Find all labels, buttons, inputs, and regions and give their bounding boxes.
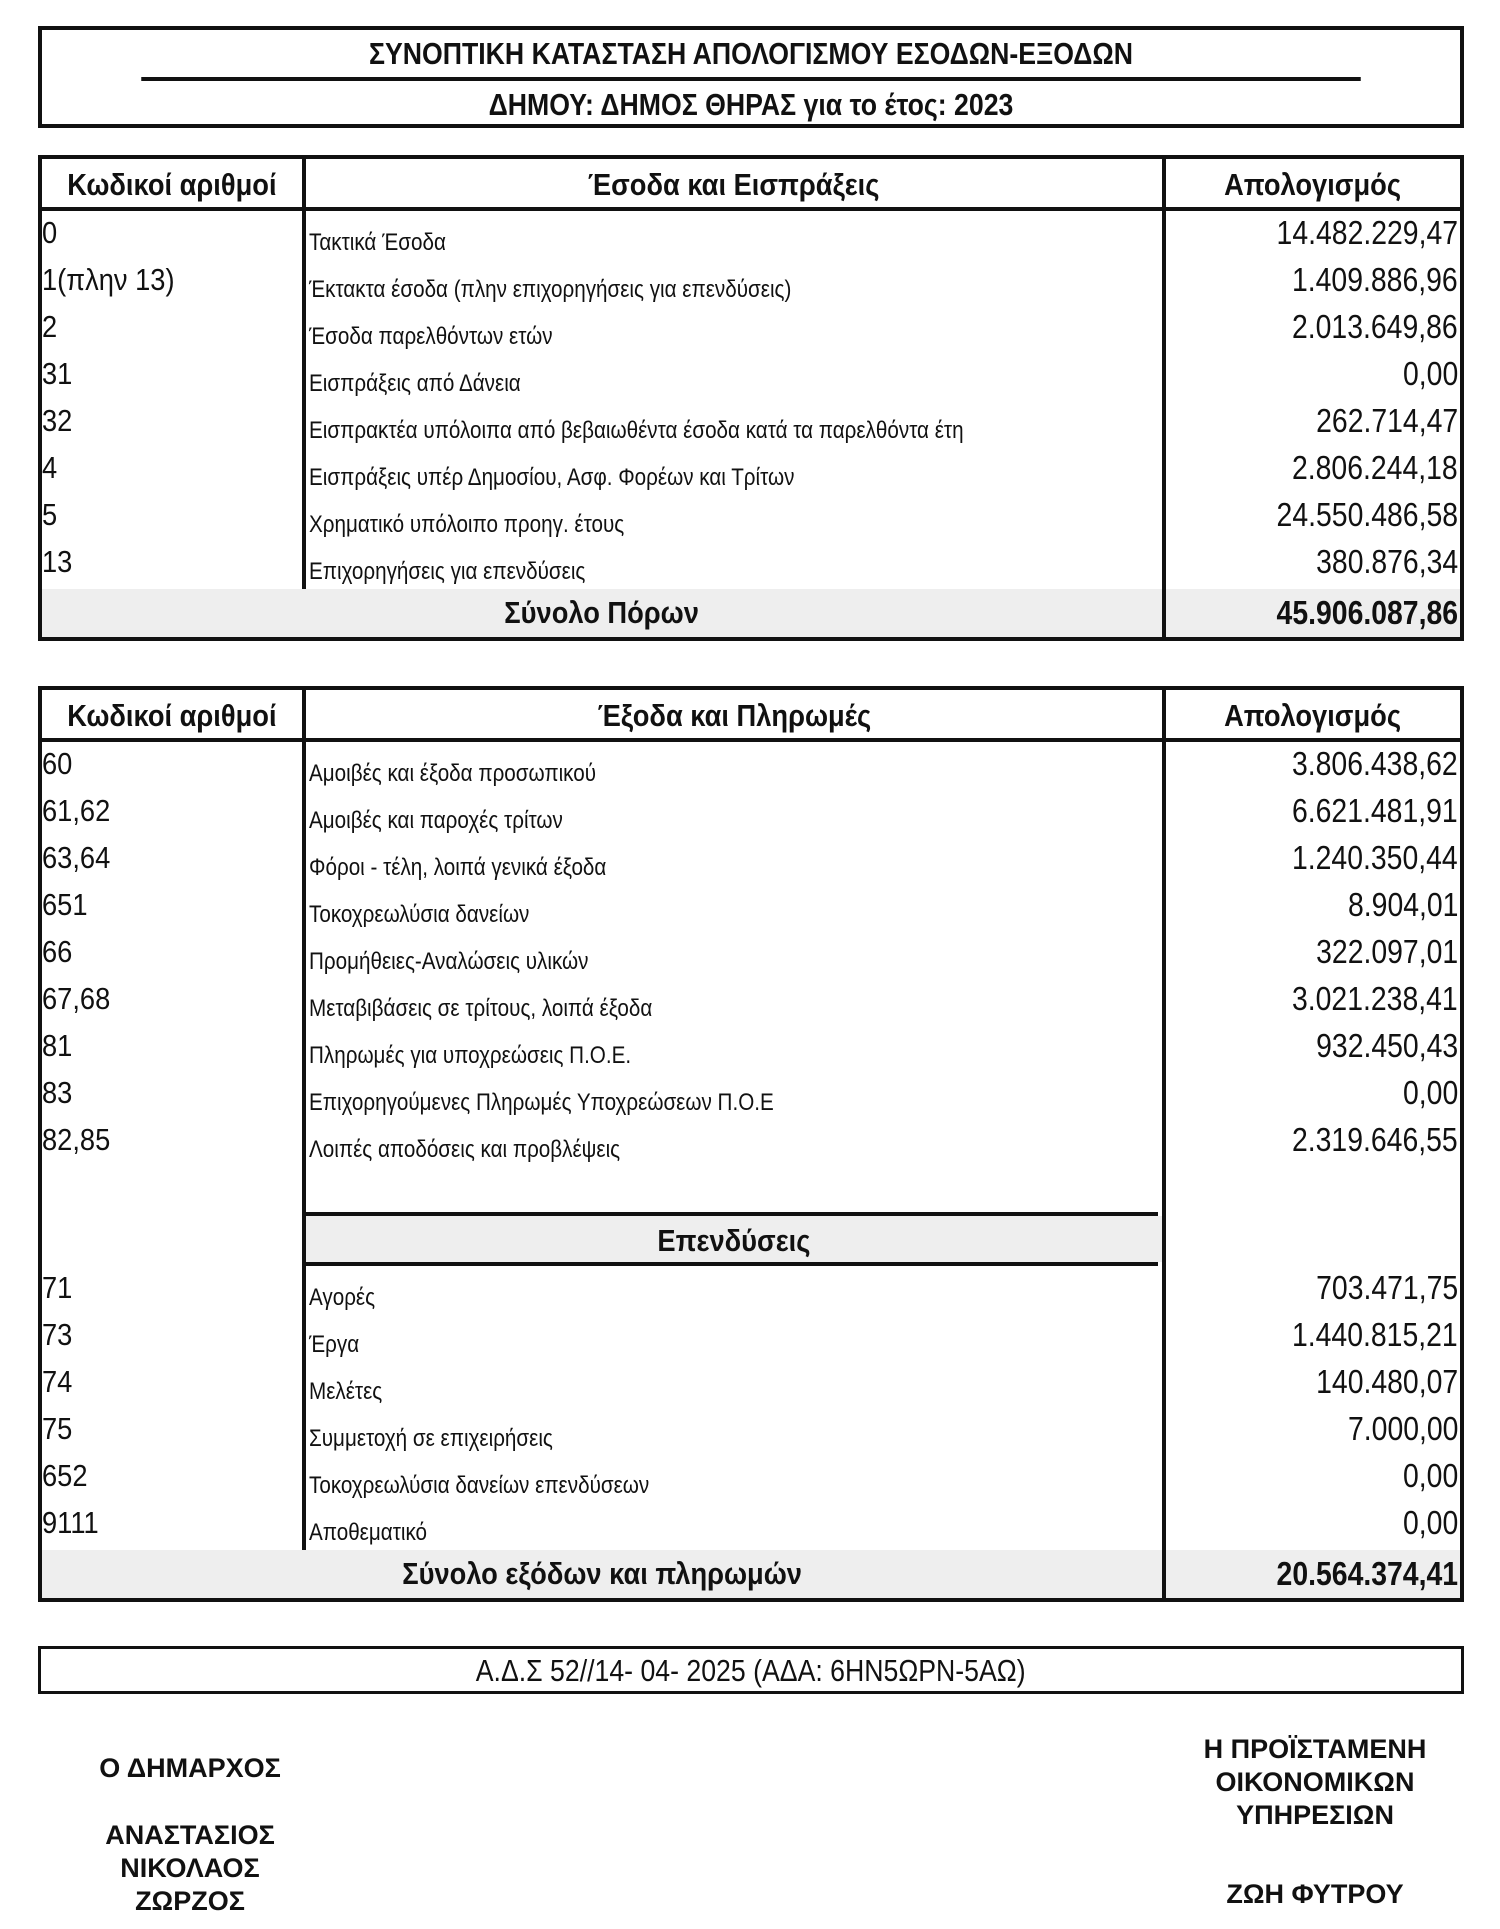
row-description: Μελέτες bbox=[309, 1378, 383, 1405]
table-row bbox=[42, 540, 1460, 587]
document-subtitle: ΔΗΜΟΥ: ΔΗΜΟΣ ΘΗΡΑΣ για το έτος: 2023 bbox=[488, 87, 1014, 122]
row-code: 82,85 bbox=[42, 1122, 111, 1157]
table-row bbox=[42, 305, 1460, 352]
table-row bbox=[42, 211, 1460, 258]
table-row bbox=[42, 836, 1460, 883]
row-amount: 0,00 bbox=[1402, 1074, 1458, 1111]
table-row bbox=[42, 1118, 1460, 1165]
row-code: 9111 bbox=[42, 1505, 99, 1540]
total-row bbox=[42, 589, 1460, 637]
finance-head-title-line: Η ΠΡΟΪΣΤΑΜΕΝΗ bbox=[1203, 1734, 1427, 1764]
row-amount: 7.000,00 bbox=[1347, 1410, 1458, 1447]
row-code: 66 bbox=[42, 934, 73, 969]
table-row bbox=[42, 930, 1460, 977]
row-amount: 1.409.886,96 bbox=[1292, 261, 1458, 298]
column-divider bbox=[1162, 1550, 1166, 1598]
row-description: Αμοιβές και παροχές τρίτων bbox=[309, 807, 563, 834]
finance-head-title-line: ΟΙΚΟΝΟΜΙΚΩΝ bbox=[1215, 1767, 1415, 1797]
row-code: 1(πλην 13) bbox=[42, 262, 175, 297]
mayor-signature-block bbox=[60, 1752, 320, 1918]
row-code: 31 bbox=[42, 356, 73, 391]
row-amount: 0,00 bbox=[1402, 355, 1458, 392]
row-description: Επιχορηγούμενες Πληρωμές Υποχρεώσεων Π.Ο.Ε bbox=[309, 1089, 774, 1116]
header-amount: Απολογισμός bbox=[1224, 167, 1402, 202]
table-row bbox=[42, 1024, 1460, 1071]
row-description: Τοκοχρεωλύσια δανείων bbox=[309, 901, 530, 928]
row-description: Εισπράξεις υπέρ Δημοσίου, Ασφ. Φορέων και Τρίτων bbox=[309, 464, 795, 491]
table-row bbox=[42, 1454, 1460, 1501]
row-code: 0 bbox=[42, 215, 58, 250]
row-description: Εισπρακτέα υπόλοιπα από βεβαιωθέντα έσοδα κατά τα παρελθόντα έτη bbox=[309, 417, 964, 444]
row-description: Τακτικά Έσοδα bbox=[309, 229, 446, 256]
table-row bbox=[42, 977, 1460, 1024]
total-row bbox=[42, 1550, 1460, 1598]
total-label: Σύνολο Πόρων bbox=[504, 595, 700, 630]
table-row bbox=[42, 883, 1460, 930]
header-codes: Κωδικοί αριθμοί bbox=[67, 167, 277, 202]
table-row bbox=[42, 1360, 1460, 1407]
header-codes: Κωδικοί αριθμοί bbox=[67, 698, 277, 733]
row-code: 71 bbox=[42, 1270, 73, 1305]
row-code: 67,68 bbox=[42, 981, 111, 1016]
table-row bbox=[42, 1501, 1460, 1548]
table-row bbox=[42, 399, 1460, 446]
table-row bbox=[42, 1313, 1460, 1360]
finance-head-signature-block bbox=[1155, 1733, 1475, 1911]
row-code: 32 bbox=[42, 403, 73, 438]
table-row bbox=[42, 789, 1460, 836]
mayor-name-line: ΑΝΑΣΤΑΣΙΟΣ bbox=[105, 1820, 275, 1850]
row-description: Συμμετοχή σε επιχειρήσεις bbox=[309, 1425, 553, 1452]
expenses-table bbox=[38, 686, 1464, 1602]
mayor-name-line: ΖΩΡΖΟΣ bbox=[135, 1886, 245, 1916]
row-amount: 1.240.350,44 bbox=[1292, 839, 1458, 876]
investments-header: Επενδύσεις bbox=[306, 1216, 1162, 1262]
row-amount: 8.904,01 bbox=[1347, 886, 1458, 923]
header-description: Έσοδα και Εισπράξεις bbox=[588, 167, 880, 202]
row-code: 73 bbox=[42, 1317, 73, 1352]
table-row bbox=[42, 493, 1460, 540]
total-amount: 45.906.087,86 bbox=[1276, 594, 1458, 631]
row-amount: 1.440.815,21 bbox=[1292, 1316, 1458, 1353]
row-code: 651 bbox=[42, 887, 88, 922]
row-description: Αποθεματικό bbox=[309, 1519, 427, 1546]
row-description: Επιχορηγήσεις για επενδύσεις bbox=[309, 558, 586, 585]
row-description: Αμοιβές και έξοδα προσωπικού bbox=[309, 760, 597, 787]
row-amount: 380.876,34 bbox=[1315, 543, 1458, 580]
total-label: Σύνολο εξόδων και πληρωμών bbox=[402, 1556, 802, 1591]
row-description: Αγορές bbox=[309, 1284, 376, 1311]
row-amount: 2.319.646,55 bbox=[1292, 1121, 1458, 1158]
row-code: 652 bbox=[42, 1458, 88, 1493]
header-amount: Απολογισμός bbox=[1224, 698, 1402, 733]
row-description: Χρηματικό υπόλοιπο προηγ. έτους bbox=[309, 511, 625, 538]
table-row bbox=[42, 1407, 1460, 1454]
row-amount: 24.550.486,58 bbox=[1276, 496, 1458, 533]
row-description: Προμήθειες-Αναλώσεις υλικών bbox=[309, 948, 589, 975]
row-amount: 6.621.481,91 bbox=[1292, 792, 1458, 829]
row-description: Εισπράξεις από Δάνεια bbox=[309, 370, 521, 397]
mayor-name-line: ΝΙΚΟΛΑΟΣ bbox=[120, 1853, 260, 1883]
row-code: 13 bbox=[42, 544, 73, 579]
row-amount: 2.013.649,86 bbox=[1292, 308, 1458, 345]
header-description: Έξοδα και Πληρωμές bbox=[597, 698, 871, 733]
row-description: Φόροι - τέλη, λοιπά γενικά έξοδα bbox=[309, 854, 607, 881]
income-table bbox=[38, 155, 1464, 641]
row-amount: 14.482.229,47 bbox=[1276, 214, 1458, 251]
row-description: Λοιπές αποδόσεις και προβλέψεις bbox=[309, 1136, 621, 1163]
row-amount: 262.714,47 bbox=[1315, 402, 1458, 439]
column-divider bbox=[1162, 589, 1166, 637]
table-row bbox=[42, 258, 1460, 305]
row-description: Μεταβιβάσεις σε τρίτους, λοιπά έξοδα bbox=[309, 995, 653, 1022]
row-code: 81 bbox=[42, 1028, 73, 1063]
row-description: Πληρωμές για υποχρεώσεις Π.Ο.Ε. bbox=[309, 1042, 632, 1069]
row-code: 4 bbox=[42, 450, 58, 485]
finance-head-title-line: ΥΠΗΡΕΣΙΩΝ bbox=[1236, 1800, 1394, 1830]
document-title: ΣΥΝΟΠΤΙΚΗ ΚΑΤΑΣΤΑΣΗ ΑΠΟΛΟΓΙΣΜΟΥ ΕΣΟΔΩΝ-ΕΞΟΔΩΝ bbox=[141, 30, 1360, 81]
title-box bbox=[38, 26, 1464, 128]
row-code: 2 bbox=[42, 309, 58, 344]
row-amount: 932.450,43 bbox=[1315, 1027, 1458, 1064]
row-amount: 322.097,01 bbox=[1315, 933, 1458, 970]
row-amount: 2.806.244,18 bbox=[1292, 449, 1458, 486]
table-row bbox=[42, 446, 1460, 493]
row-description: Έκτακτα έσοδα (πλην επιχορηγήσεις για επενδύσεις) bbox=[309, 276, 792, 303]
row-amount: 0,00 bbox=[1402, 1457, 1458, 1494]
row-code: 60 bbox=[42, 746, 73, 781]
row-amount: 3.806.438,62 bbox=[1292, 745, 1458, 782]
row-code: 75 bbox=[42, 1411, 73, 1446]
row-amount: 140.480,07 bbox=[1315, 1363, 1458, 1400]
row-code: 83 bbox=[42, 1075, 73, 1110]
row-code: 5 bbox=[42, 497, 58, 532]
row-amount: 703.471,75 bbox=[1315, 1269, 1458, 1306]
finance-head-name: ΖΩΗ ΦΥΤΡΟΥ bbox=[1226, 1879, 1404, 1909]
table-row bbox=[42, 742, 1460, 789]
mayor-title: Ο ΔΗΜΑΡΧΟΣ bbox=[99, 1753, 281, 1783]
table-row bbox=[42, 352, 1460, 399]
row-code: 63,64 bbox=[42, 840, 111, 875]
decision-text: Α.Δ.Σ 52//14- 04- 2025 (ΑΔΑ: 6ΗΝ5ΩΡΝ-5ΑΩ) bbox=[476, 1653, 1026, 1688]
row-amount: 3.021.238,41 bbox=[1292, 980, 1458, 1017]
row-amount: 0,00 bbox=[1402, 1504, 1458, 1541]
total-amount: 20.564.374,41 bbox=[1276, 1555, 1458, 1592]
row-description: Τοκοχρεωλύσια δανείων επενδύσεων bbox=[309, 1472, 650, 1499]
row-description: Έργα bbox=[309, 1331, 360, 1358]
table-row bbox=[42, 1071, 1460, 1118]
table-row bbox=[42, 1266, 1460, 1313]
row-description: Έσοδα παρελθόντων ετών bbox=[309, 323, 553, 350]
row-code: 74 bbox=[42, 1364, 73, 1399]
row-code: 61,62 bbox=[42, 793, 111, 828]
decision-reference bbox=[38, 1646, 1464, 1694]
